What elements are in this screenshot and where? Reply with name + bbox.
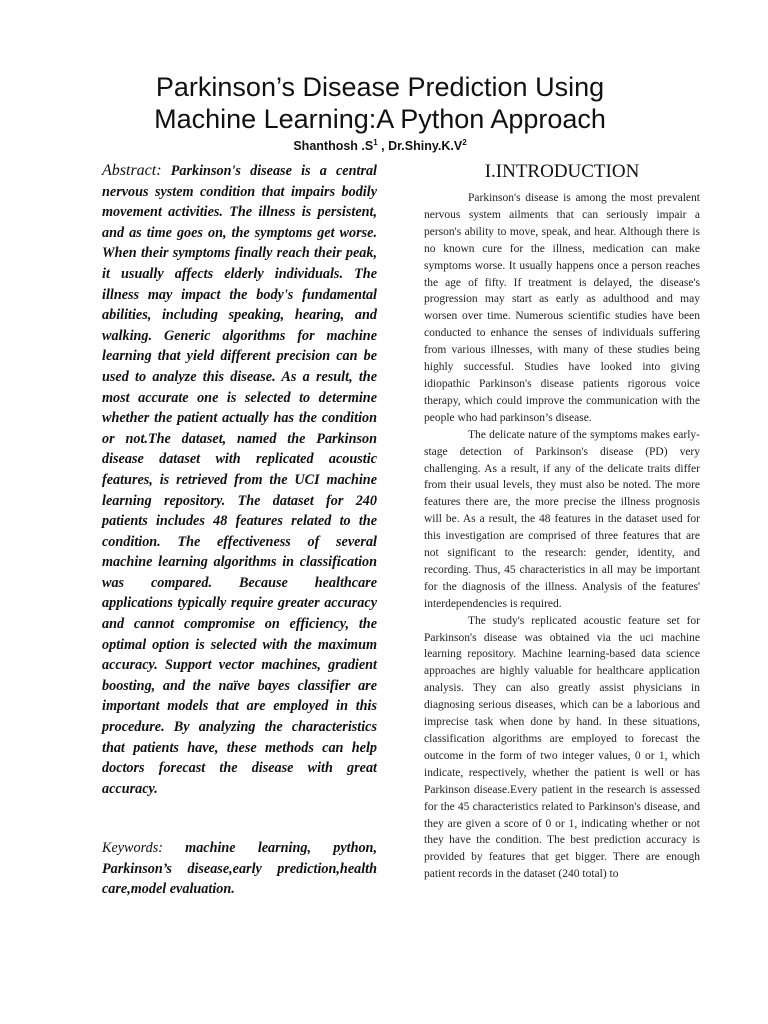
author-1: Shanthosh .S bbox=[293, 139, 374, 154]
abstract-text: Parkinson's disease is a central nervous system condition that impairs bodily movement activities. The illness is persistent, and as time goes on, the symptoms get worse. When their symptoms finally reach their peak, it usually affects elderly individuals. The illness may impact the body's fundamental abilities, including speaking, hearing, and walking. Generic algorithms for machine learning that yield different precision can be used to analyze this disease. As a result, the most accurate one is selected to determine whether the patient actually has the condition or not.The dataset, named the Parkinson disease dataset with replicated acoustic features, is retrieved from the UCI machine learning repository. The dataset for 240 patients includes 48 features related to the condition. The effectiveness of several machine learning algorithms in classification was compared. Because healthcare applications typically require greater accuracy and cannot compromise on efficiency, the optimal option is selected with the maximum accuracy. Support vector machines, gradient boosting, and the naïve bayes classifier are important models that are employed in this procedure. By analyzing the characteristics that patients have, these methods can help doctors forecast the disease with great accuracy. bbox=[102, 163, 377, 797]
title-line-2: Machine Learning:A Python Approach bbox=[154, 104, 606, 134]
title-line-1: Parkinson’s Disease Prediction Using bbox=[155, 72, 605, 102]
intro-paragraph-3: The study's replicated acoustic feature set for Parkinson's disease was obtained via the uci machine learning repository. Machine learning-based data science approaches are highly valuable for healthcare application analysis. They can also greatly assist physicians in diagnosing serious diseases, which can be a laborious and imprecise task when done by hand. In these situations, classification algorithms are employed to forecast the outcome in the form of two integer values, 0 or 1, which indicate, respectively, whether the patient is well or has Parkinson disease.Every patient in the research is assessed for the 45 characteristics related to Parkinson's disease, and they are given a score of 0 or 1, indicating whether or not they have the condition. The best prediction accuracy is provided by features that get bigger. There are enough patient records in the dataset (240 total) to bbox=[424, 614, 700, 881]
intro-paragraph-2: The delicate nature of the symptoms makes early-stage detection of Parkinson's disease (PD) very challenging. As a result, if any of the delicate traits differ from their usual levels, they must also be noted. The more features there are, the more precise the illness prognosis will be. As a result, the 48 features in the dataset used for this investigation are comprised of three features that are not significant to the research: gender, identity, and recording. Thus, 45 characteristics in all may be important for the diagnosis of the illness. Analysis of the features' interdependencies is required. bbox=[424, 428, 700, 610]
abstract-label: Abstract: bbox=[102, 162, 162, 179]
author-2-affiliation: 2 bbox=[462, 138, 467, 147]
intro-paragraph-1: Parkinson's disease is among the most prevalent nervous system ailments that can seriously impair a person's ability to move, speak, and hear. Although there is no known cure for the illness, medication can make symptoms worse. It usually happens once a person reaches the age of fifty. If treatment is delayed, the disease's progression may start as early as adulthood and may worsen over time. Numerous scientific studies have been conducted to enhance the senses of individuals suffering from various illnesses, with many of these studies being highly successful. Studies have looked into giving idiopathic Parkinson's disease patients rigorous voice therapy, which could improve the communication with the people who had parkinson’s disease. bbox=[424, 192, 700, 424]
author-separator: , bbox=[377, 139, 389, 154]
keywords-label: Keywords: bbox=[102, 840, 163, 856]
keywords-block bbox=[102, 838, 377, 900]
author-1-affiliation: 1 bbox=[373, 138, 378, 147]
paper-title bbox=[100, 71, 660, 135]
abstract-block bbox=[102, 161, 377, 799]
introduction-body bbox=[424, 190, 700, 883]
keywords-text: machine learning, python, Parkinson’s disease,early prediction,health care,model evaluation. bbox=[102, 840, 377, 898]
introduction-heading: I.INTRODUCTION bbox=[484, 161, 640, 182]
author-line bbox=[100, 138, 660, 153]
author-2: Dr.Shiny.K.V bbox=[388, 139, 463, 154]
